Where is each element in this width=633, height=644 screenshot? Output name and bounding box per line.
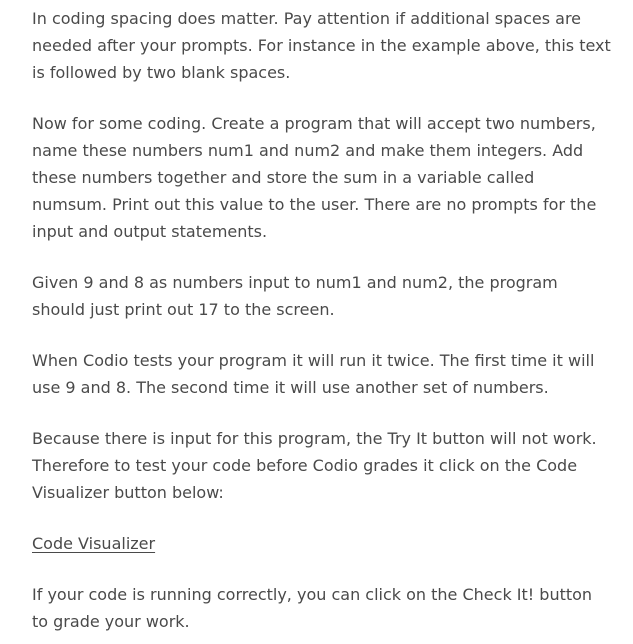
- paragraph-testing: When Codio tests your program it will run it twice. The first time it will use 9 and 8. The second time it will use another set of numbers.: [32, 351, 595, 397]
- paragraph-spacing: In coding spacing does matter. Pay attention if additional spaces are needed after your prompts. For instance in the example above, this text is followed by two blank spaces.: [32, 9, 611, 82]
- paragraph-closing: If your code is running correctly, you can click on the Check It! button to grade your work.: [32, 585, 593, 631]
- link-paragraph: [32, 530, 613, 557]
- paragraph-visualizer-note: Because there is input for this program, the Try It button will not work. Therefore to test your code before Codio grades it click on the Code Visualizer button below:: [32, 429, 597, 502]
- paragraph-example: Given 9 and 8 as numbers input to num1 and num2, the program should just print out 17 to the screen.: [32, 273, 558, 319]
- paragraph-task: Now for some coding. Create a program that will accept two numbers, name these numbers num1 and num2 and make them integers. Add these numbers together and store the sum in a variable called numsum. Print out this value to the user. There are no prompts for the input and output statements.: [32, 114, 597, 241]
- code-visualizer-link[interactable]: Code Visualizer: [32, 534, 156, 553]
